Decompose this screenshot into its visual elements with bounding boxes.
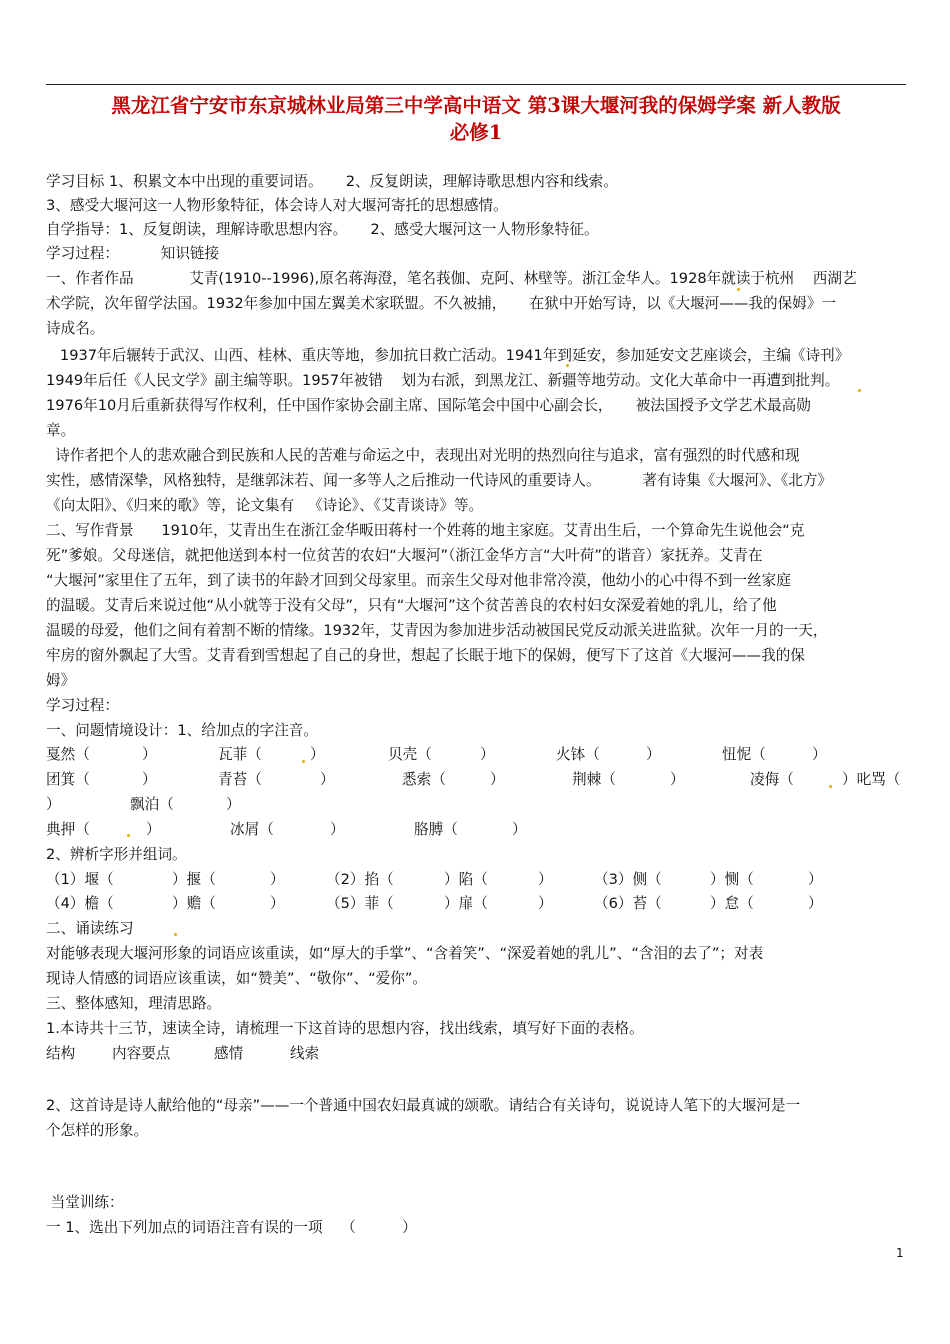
question-2-heading: 2、辨析字形并组词。 bbox=[46, 846, 187, 863]
author-line-2: 术学院，次年留学法国。1932年参加中国左翼美术家联盟。不久被捕， 在狱中开始写诗，以《大堰河——我的保姆》一 bbox=[46, 295, 837, 312]
emphasis-dot bbox=[127, 834, 130, 837]
document-title-line-2: 必修1 bbox=[449, 121, 503, 144]
zixing-item: （1）堰（ bbox=[46, 871, 114, 888]
zixing-item: （2）掐（ bbox=[326, 871, 394, 888]
recitation-line-1: 对能够表现大堰河形象的词语应该重读，如“厚大的手掌”、“含着笑”、“深爱着她的乳儿”、“含泪的去了”；对表 bbox=[46, 945, 764, 962]
zixing-item: （3）侧（ bbox=[594, 871, 662, 888]
recitation-line-2: 现诗人情感的词语应该重读，如“赞美”、“敬你”、“爱你”。 bbox=[46, 970, 428, 987]
pinyin-item: 胳膊（ bbox=[414, 821, 458, 838]
paren-close: ） bbox=[538, 871, 553, 888]
pinyin-item: 典押（ bbox=[46, 821, 90, 838]
author-line-3: 诗成名。 bbox=[46, 320, 105, 337]
paren-close: ） bbox=[490, 771, 505, 788]
zixing-item: ）陷（ bbox=[444, 871, 488, 888]
pinyin-item: 团箕（ bbox=[46, 771, 90, 788]
paren-close: ） bbox=[646, 746, 661, 763]
background-line-3: “大堰河”家里住了五年，到了读书的年龄才回到父母家里。而亲生父母对他非常冷漠，他幼小的心中得不到一丝家庭 bbox=[46, 572, 791, 589]
background-line-6: 牢房的窗外飘起了大雪。艾青看到雪想起了自己的身世，想起了长眠于地下的保姆，便写下了这首《大堰河——我的保 bbox=[46, 647, 805, 664]
paren-close: ） bbox=[46, 796, 61, 813]
emphasis-dot bbox=[829, 785, 832, 788]
pinyin-item: 荆棘（ bbox=[572, 771, 616, 788]
question-1-heading: 一、问题情境设计：1、给加点的字注音。 bbox=[46, 722, 318, 739]
paren-close: ） bbox=[320, 771, 335, 788]
self-study-guide: 自学指导：1、反复朗读，理解诗歌思想内容。 2、感受大堰河这一人物形象特征。 bbox=[46, 221, 599, 238]
emphasis-dot bbox=[737, 288, 740, 291]
author-line-1: 一、作者作品 艾青(1910--1996),原名蒋海澄，笔名莪伽、克阿、林壁等。浙江金华人。1928年就读于杭州 西湖艺 bbox=[46, 270, 857, 287]
background-line-1: 二、写作背景 1910年，艾青出生在浙江金华畈田蒋村一个姓蒋的地主家庭。艾青出生后，一个算命先生说他会“克 bbox=[46, 522, 805, 539]
background-line-5: 温暖的母爱，他们之间有着割不断的情缘。1932年，艾青因为参加进步活动被国民党反动派关进监狱。次年一月的一天， bbox=[46, 622, 828, 639]
header-rule bbox=[46, 84, 906, 85]
table-header-structure: 结构 bbox=[46, 1045, 76, 1062]
table-header-clue: 线索 bbox=[290, 1045, 320, 1062]
goals-line-2: 3、感受大堰河这一人物形象特征，体会诗人对大堰河寄托的思想感情。 bbox=[46, 197, 508, 214]
background-line-4: 的温暖。艾青后来说过他“从小就等于没有父母”，只有“大堰河”这个贫苦善良的农村妇女深爱着她的乳儿，给了他 bbox=[46, 597, 777, 614]
question-2a: 2、这首诗是诗人献给他的“母亲”——一个普通中国农妇最真诚的颂歌。请结合有关诗句，说说诗人笔下的大堰河是一 bbox=[46, 1097, 801, 1114]
life-line-4: 章。 bbox=[46, 422, 76, 439]
paren-close: ） bbox=[146, 821, 161, 838]
life-line-1: 1937年后辗转于武汉、山西、桂林、重庆等地，参加抗日救亡活动。1941年到延安，参加延安文艺座谈会，主编《诗刊》 bbox=[46, 347, 850, 364]
page-number: 1 bbox=[896, 1246, 904, 1260]
paren-close: ） bbox=[670, 771, 685, 788]
pinyin-item: 冰屑（ bbox=[230, 821, 274, 838]
poet-line-2: 实性，感情深挚，风格独特，是继郭沫若、闻一多等人之后推动一代诗风的重要诗人。 著有诗集《大堰河》、《北方》 bbox=[46, 472, 833, 489]
document-title-line-1: 黑龙江省宁安市东京城林业局第三中学高中语文 第3课大堰河我的保姆学案 新人教版 bbox=[111, 94, 841, 117]
table-header-content: 内容要点 bbox=[112, 1045, 171, 1062]
practice-question-1: 一 1、选出下列加点的词语注音有误的一项 （ ） bbox=[46, 1219, 417, 1236]
zixing-item: ）赡（ bbox=[172, 895, 216, 912]
paren-close: ） bbox=[538, 895, 553, 912]
paren-close: ） bbox=[808, 895, 823, 912]
zixing-item: ）恻（ bbox=[710, 871, 754, 888]
pinyin-item: 戛然（ bbox=[46, 746, 90, 763]
background-line-7: 姆》 bbox=[46, 672, 76, 689]
pinyin-item: 凌侮（ bbox=[750, 771, 794, 788]
paren-close: ） bbox=[142, 771, 157, 788]
emphasis-dot bbox=[302, 760, 305, 763]
zixing-item: （5）菲（ bbox=[326, 895, 394, 912]
paren-close: ） bbox=[270, 871, 285, 888]
paren-close: ） bbox=[812, 746, 827, 763]
zixing-item: ）怠（ bbox=[710, 895, 754, 912]
process-heading: 学习过程： 知识链接 bbox=[46, 245, 220, 262]
practice-heading: 当堂训练： bbox=[46, 1194, 124, 1211]
paren-close: ） bbox=[310, 746, 325, 763]
paren-close: ） bbox=[270, 895, 285, 912]
life-line-2: 1949年后任《人民文学》副主编等职。1957年被错 划为右派，到黑龙江、新疆等地劳动。文化大革命中一再遭到批判。 bbox=[46, 372, 840, 389]
pinyin-item: 悉索（ bbox=[402, 771, 446, 788]
poet-line-3: 《向太阳》、《归来的歌》等，论文集有 《诗论》、《艾青谈诗》等。 bbox=[46, 497, 484, 514]
paren-close: ） bbox=[142, 746, 157, 763]
overall-heading: 三、整体感知，理清思路。 bbox=[46, 995, 222, 1012]
zixing-item: （6）苔（ bbox=[594, 895, 662, 912]
zixing-item: ）扉（ bbox=[444, 895, 488, 912]
paren-close: ） bbox=[480, 746, 495, 763]
pinyin-item: 飘泊（ bbox=[130, 796, 174, 813]
paren-close: ） bbox=[512, 821, 527, 838]
process-heading-2: 学习过程： bbox=[46, 697, 119, 714]
emphasis-dot bbox=[858, 389, 861, 392]
pinyin-item: 忸怩（ bbox=[722, 746, 766, 763]
pinyin-item: 贝壳（ bbox=[388, 746, 432, 763]
poet-line-1: 诗作者把个人的悲欢融合到民族和人民的苦难与命运之中，表现出对光明的热烈向往与追求，富有强烈的时代感和现 bbox=[46, 447, 800, 464]
emphasis-dot bbox=[174, 933, 177, 936]
overall-line-1: 1.本诗共十三节，速读全诗，请梳理一下这首诗的思想内容，找出线索，填写好下面的表格。 bbox=[46, 1020, 644, 1037]
recitation-heading: 二、诵读练习 bbox=[46, 920, 134, 937]
zixing-item: ）揠（ bbox=[172, 871, 216, 888]
table-header-emotion: 感情 bbox=[214, 1045, 244, 1062]
pinyin-item: 青苔（ bbox=[218, 771, 262, 788]
pinyin-item: 瓦菲（ bbox=[218, 746, 262, 763]
pinyin-item: 火钵（ bbox=[556, 746, 600, 763]
pinyin-item: ）叱骂（ bbox=[842, 771, 901, 788]
goals-line-1: 学习目标 1、积累文本中出现的重要词语。 2、反复朗读，理解诗歌思想内容和线索。 bbox=[46, 173, 618, 190]
paren-close: ） bbox=[808, 871, 823, 888]
paren-close: ） bbox=[330, 821, 345, 838]
zixing-item: （4）檐（ bbox=[46, 895, 114, 912]
life-line-3: 1976年10月后重新获得写作权利，任中国作家协会副主席、国际笔会中国中心副会长， 被法国授予文学艺术最高勋 bbox=[46, 397, 811, 414]
question-2b: 个怎样的形象。 bbox=[46, 1122, 149, 1139]
background-line-2: 死”爹娘。父母迷信，就把他送到本村一位贫苦的农妇“大堰河”（浙江金华方言“大叶荷”的谐音）家抚养。艾青在 bbox=[46, 547, 763, 564]
paren-close: ） bbox=[226, 796, 241, 813]
emphasis-dot bbox=[566, 364, 569, 367]
